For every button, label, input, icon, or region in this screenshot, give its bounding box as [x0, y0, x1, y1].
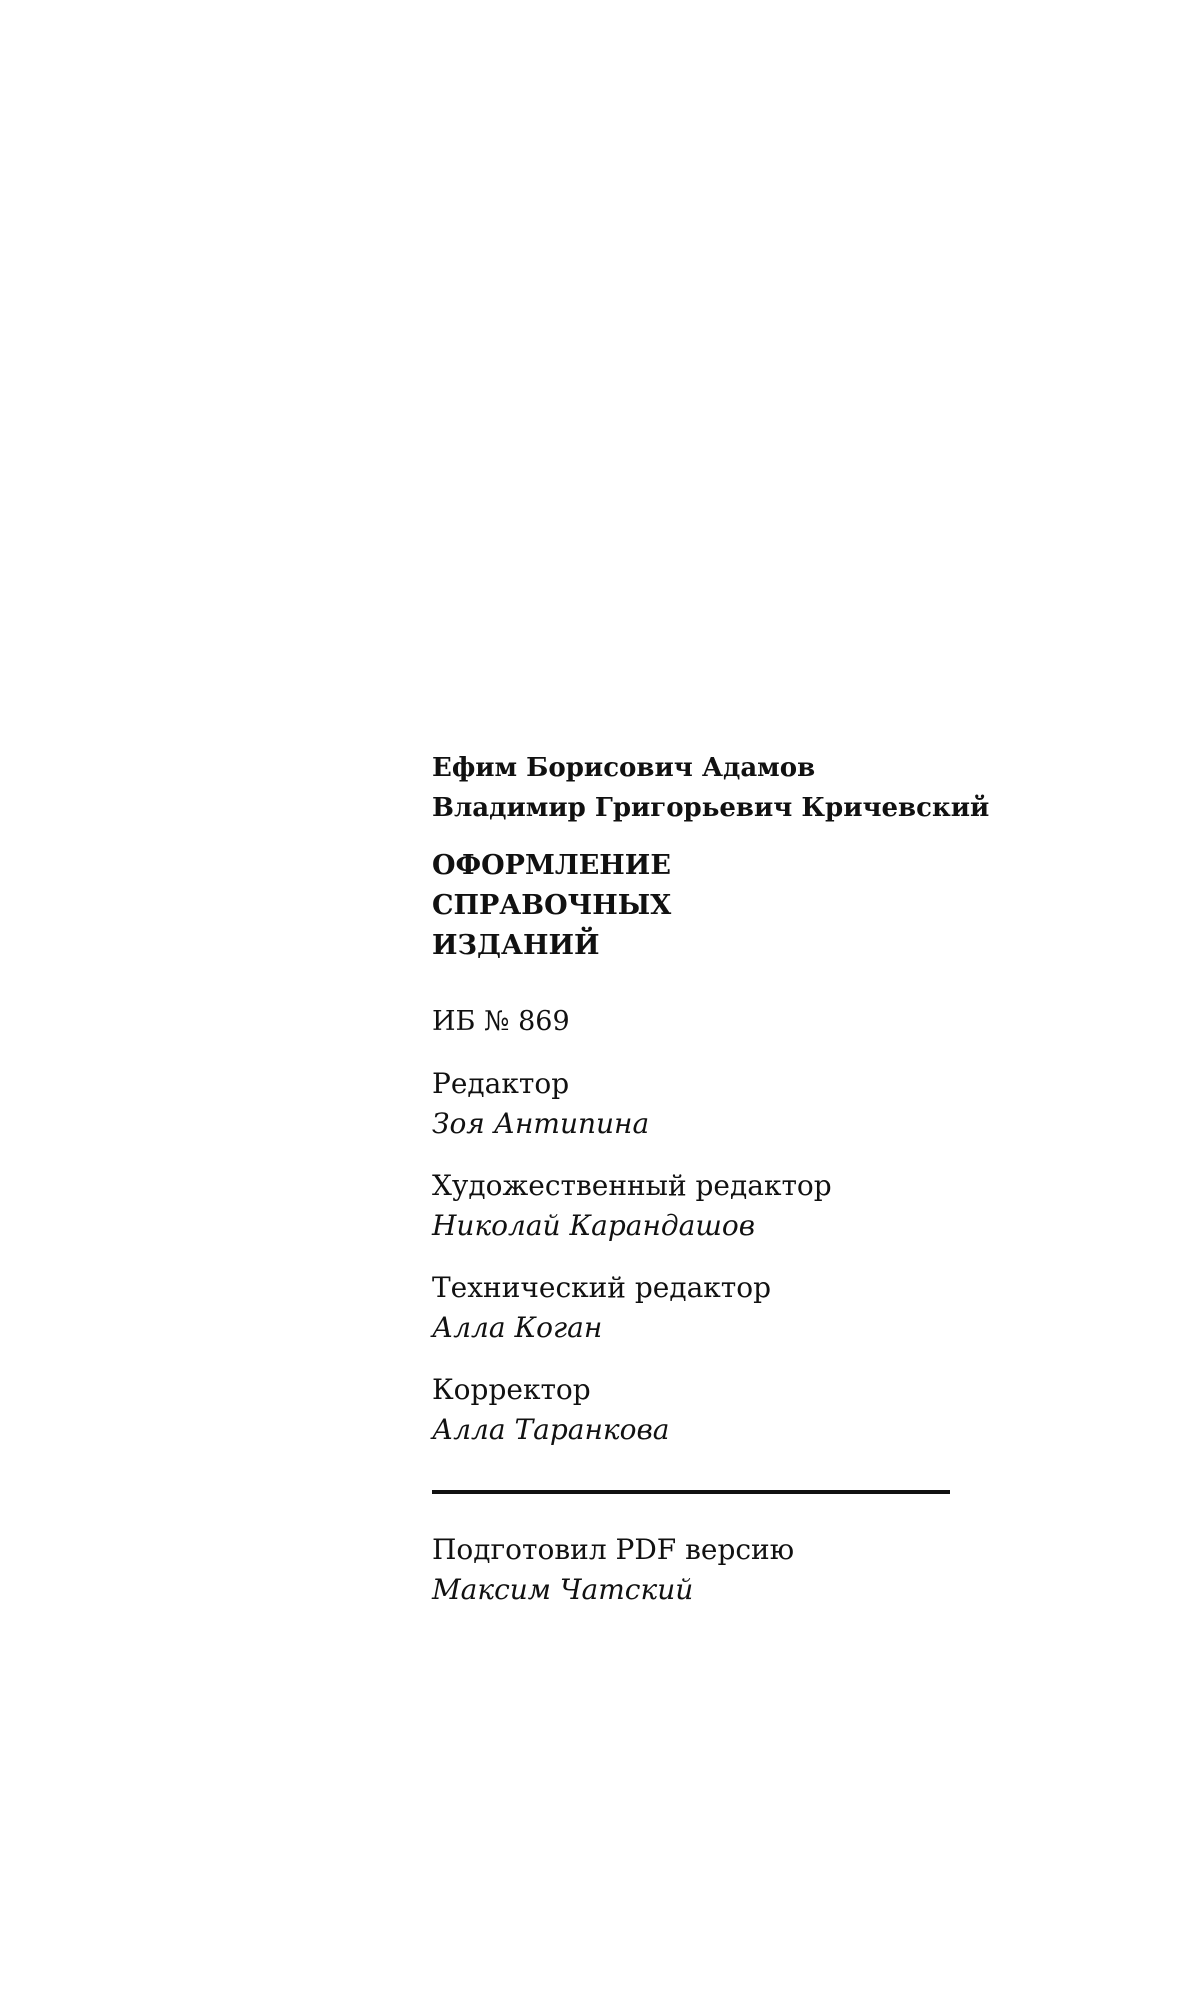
credit-pdf-preparer	[432, 1530, 1052, 1610]
credit-person: Зоя Антипина	[432, 1107, 650, 1140]
credit-art-editor	[432, 1166, 1052, 1246]
author-name: Владимир Григорьевич Кричевский	[432, 793, 990, 823]
credit-person: Максим Чатский	[432, 1573, 694, 1606]
credit-person: Алла Коган	[432, 1311, 603, 1344]
credit-editor	[432, 1064, 1052, 1144]
book-title: ОФОРМЛЕНИЕ СПРАВОЧНЫХ ИЗДАНИЙ	[432, 850, 672, 961]
ib-number: ИБ № 869	[432, 1006, 570, 1037]
colophon-block	[432, 748, 1052, 1610]
credit-role: Художественный редактор	[432, 1169, 832, 1202]
horizontal-rule	[432, 1490, 950, 1494]
credit-role: Корректор	[432, 1373, 591, 1406]
credit-role: Технический редактор	[432, 1271, 772, 1304]
credit-technical-editor	[432, 1268, 1052, 1348]
credit-person: Николай Карандашов	[432, 1209, 756, 1242]
credit-person: Алла Таранкова	[432, 1413, 670, 1446]
credit-role: Подготовил PDF версию	[432, 1533, 795, 1566]
credit-role: Редактор	[432, 1067, 570, 1100]
author-name: Ефим Борисович Адамов	[432, 753, 816, 783]
credit-proofreader	[432, 1370, 1052, 1450]
